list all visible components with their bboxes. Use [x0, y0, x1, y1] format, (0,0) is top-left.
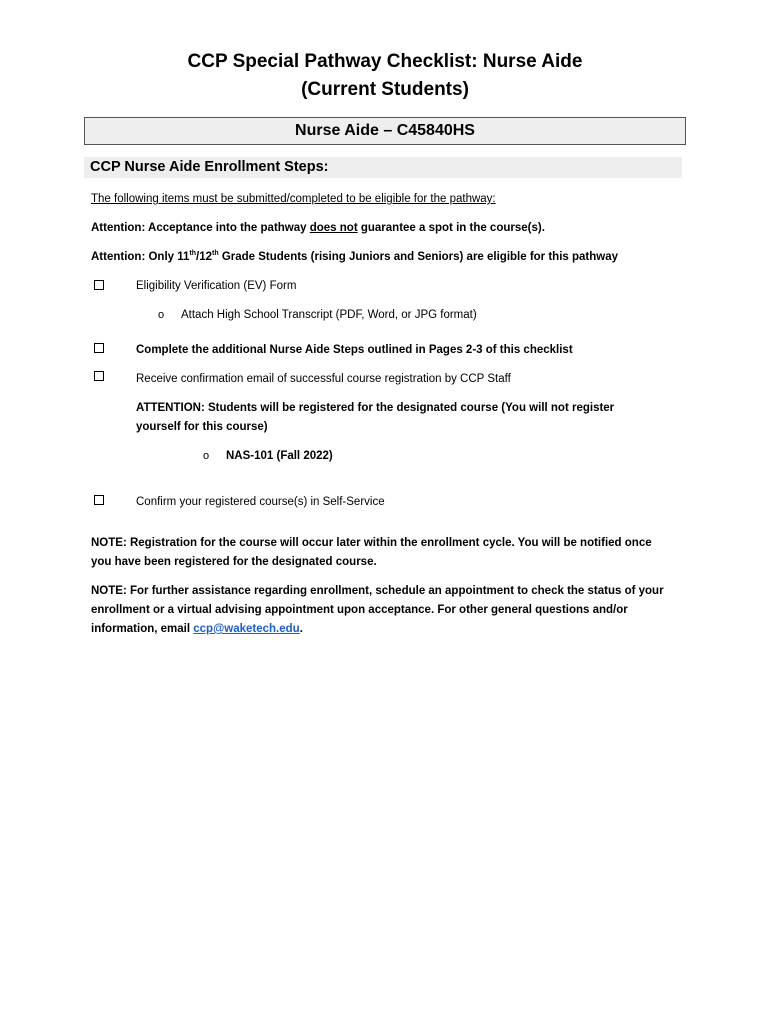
checkbox-ev-form[interactable]	[94, 280, 104, 290]
email-link[interactable]: ccp@waketech.edu	[193, 623, 300, 635]
intro-text: The following items must be submitted/completed to be eligible for the pathway:	[91, 193, 496, 205]
checklist-item-nurse-aide-steps: Complete the additional Nurse Aide Steps outlined in Pages 2-3 of this checklist	[136, 344, 573, 356]
section-heading: CCP Nurse Aide Enrollment Steps:	[84, 157, 682, 178]
superscript-th-1: th	[189, 250, 197, 258]
attention-acceptance-suffix: guarantee a spot in the course(s).	[357, 222, 545, 234]
title-line-2: (Current Students)	[301, 79, 469, 100]
attention-registration-line-2: yourself for this course)	[136, 421, 268, 433]
attention-acceptance-emphasis: does not	[309, 222, 358, 234]
course-code-box: Nurse Aide – C45840HS	[84, 117, 686, 145]
note-assistance-end: .	[299, 623, 303, 635]
attention-registration-line-1: ATTENTION: Students will be registered for the designated course (You will not register	[136, 402, 615, 414]
checklist-item-confirm-course: Confirm your registered course(s) in Self-Service	[136, 496, 385, 508]
bullet-icon: o	[203, 450, 210, 462]
checkbox-confirmation-email[interactable]	[94, 371, 104, 381]
checklist-item-ev-form: Eligibility Verification (EV) Form	[136, 280, 297, 292]
note-assistance-text: NOTE: For further assistance regarding enrollment, schedule an appointment to check the status of your enrollment or a virtual advising appointment upon acceptance. For other general questions and/or information, email	[91, 585, 664, 635]
page-title	[0, 48, 770, 104]
checkbox-nurse-aide-steps[interactable]	[94, 343, 104, 353]
attention-grades-suffix: Grade Students (rising Juniors and Seniors) are eligible for this pathway	[218, 251, 619, 263]
title-line-1: CCP Special Pathway Checklist: Nurse Aide	[187, 51, 583, 72]
checkbox-confirm-course[interactable]	[94, 495, 104, 505]
checklist-item-confirmation-email: Receive confirmation email of successful course registration by CCP Staff	[136, 373, 511, 385]
bullet-icon: o	[158, 309, 165, 321]
attention-grades-mid: /12	[196, 251, 213, 263]
note-assistance	[91, 582, 671, 639]
sub-item-course: NAS-101 (Fall 2022)	[226, 450, 333, 462]
note-registration: NOTE: Registration for the course will occur later within the enrollment cycle. You will be notified once you have been registered for the designated course.	[91, 537, 652, 568]
attention-grades-prefix: Attention: Only 11	[91, 251, 190, 263]
superscript-th-2: th	[212, 250, 219, 258]
attention-grades	[91, 250, 618, 265]
attention-acceptance	[91, 221, 545, 236]
attention-acceptance-prefix: Attention: Acceptance into the pathway	[91, 222, 310, 234]
sub-item-transcript: Attach High School Transcript (PDF, Word, or JPG format)	[181, 309, 477, 321]
